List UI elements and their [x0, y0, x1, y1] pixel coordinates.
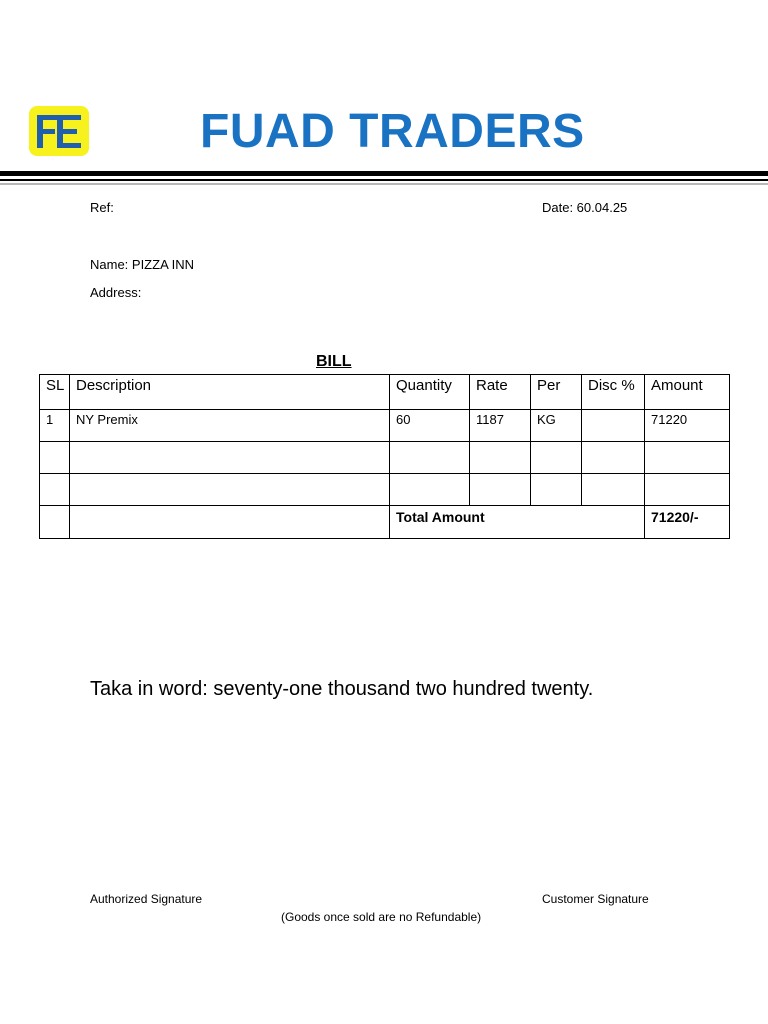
- customer-name: Name: PIZZA INN: [90, 257, 195, 272]
- table-row: [40, 442, 730, 474]
- table-row: [40, 474, 730, 506]
- customer-address-label: Address:: [90, 285, 142, 300]
- cell-disc: [582, 442, 645, 474]
- cell-quantity: 60: [390, 410, 470, 442]
- header-divider-thick: [0, 171, 768, 176]
- fe-logo-icon: [29, 106, 89, 156]
- cell-rate: [470, 442, 531, 474]
- company-logo: [29, 106, 89, 156]
- cell-per: [531, 474, 582, 506]
- bill-title: BILL: [316, 353, 352, 370]
- refund-policy-note: (Goods once sold are no Refundable): [281, 910, 482, 924]
- table-row: [40, 410, 730, 442]
- cell-rate: [470, 474, 531, 506]
- cell-amount: 71220: [645, 410, 730, 442]
- authorized-signature-label: Authorized Signature: [90, 892, 203, 906]
- cell-rate: 1187: [470, 410, 531, 442]
- cell-sl: [40, 506, 70, 539]
- cell-sl: [40, 442, 70, 474]
- bill-table: [39, 374, 730, 539]
- cell-amount: [645, 474, 730, 506]
- cell-quantity: [390, 474, 470, 506]
- cell-sl: 1: [40, 410, 70, 442]
- total-amount-label: Total Amount: [390, 506, 645, 539]
- cell-description: NY Premix: [70, 410, 390, 442]
- cell-description: [70, 442, 390, 474]
- cell-disc: [582, 474, 645, 506]
- table-header-row: [40, 375, 730, 410]
- cell-description: [70, 474, 390, 506]
- cell-quantity: [390, 442, 470, 474]
- column-header-per: Per: [531, 375, 582, 410]
- header-divider-shadow: [0, 183, 768, 185]
- ref-label: Ref:: [90, 200, 114, 215]
- cell-amount: [645, 442, 730, 474]
- cell-per: KG: [531, 410, 582, 442]
- column-header-amount: Amount: [645, 375, 730, 410]
- column-header-rate: Rate: [470, 375, 531, 410]
- amount-in-words: Taka in word: seventy-one thousand two hundred twenty.: [90, 678, 594, 700]
- column-header-description: Description: [70, 375, 390, 410]
- cell-per: [531, 442, 582, 474]
- customer-signature-label: Customer Signature: [542, 892, 649, 906]
- header-divider-thin: [0, 179, 768, 181]
- column-header-sl: SL: [40, 375, 70, 410]
- cell-description: [70, 506, 390, 539]
- bill-date: Date: 60.04.25: [542, 200, 628, 215]
- column-header-quantity: Quantity: [390, 375, 470, 410]
- company-name: FUAD TRADERS: [200, 105, 585, 158]
- cell-disc: [582, 410, 645, 442]
- table-total-row: [40, 506, 730, 539]
- total-amount-value: 71220/-: [645, 506, 730, 539]
- cell-sl: [40, 474, 70, 506]
- column-header-disc: Disc %: [582, 375, 645, 410]
